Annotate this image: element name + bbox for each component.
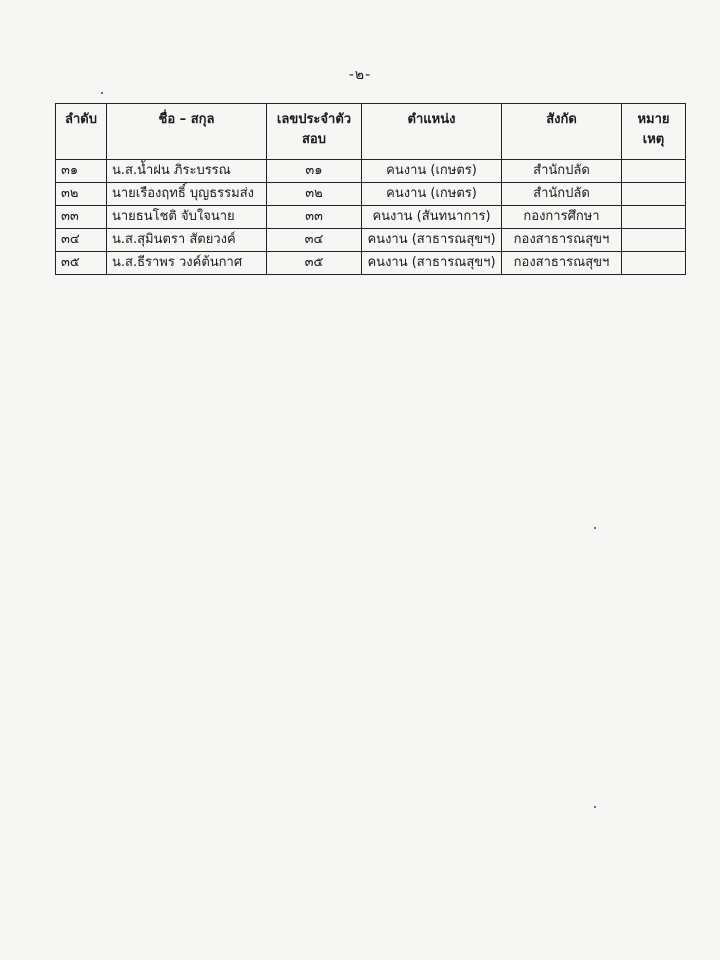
scan-speck: [594, 806, 596, 808]
cell-no: ๓๕: [56, 252, 107, 275]
header-remark-line1: หมาย: [637, 112, 670, 127]
header-remark: [622, 104, 686, 160]
cell-department: สำนักปลัด: [502, 183, 622, 206]
header-no: ลำดับ: [56, 104, 107, 160]
table-row: [56, 252, 686, 275]
cell-exam-id: ๓๔: [267, 229, 362, 252]
cell-no: ๓๒: [56, 183, 107, 206]
cell-remark: [622, 206, 686, 229]
cell-department: กองสาธารณสุขฯ: [502, 252, 622, 275]
cell-remark: [622, 252, 686, 275]
cell-remark: [622, 229, 686, 252]
header-name: ชื่อ – สกุล: [107, 104, 267, 160]
candidate-table: [55, 103, 686, 275]
cell-no: ๓๓: [56, 206, 107, 229]
cell-department: กองการศึกษา: [502, 206, 622, 229]
cell-exam-id: ๓๑: [267, 160, 362, 183]
table-row: [56, 183, 686, 206]
cell-exam-id: ๓๕: [267, 252, 362, 275]
table-row: [56, 229, 686, 252]
cell-no: ๓๑: [56, 160, 107, 183]
header-exam-id: [267, 104, 362, 160]
header-department: สังกัด: [502, 104, 622, 160]
cell-name: น.ส.สุมินตรา สัตยวงค์: [107, 229, 267, 252]
cell-position: คนงาน (สันทนาการ): [362, 206, 502, 229]
cell-exam-id: ๓๒: [267, 183, 362, 206]
cell-position: คนงาน (สาธารณสุขฯ): [362, 229, 502, 252]
table-header-row: [56, 104, 686, 160]
header-exam-id-line2: สอบ: [302, 132, 326, 147]
cell-name: น.ส.น้ำฝน ภิระบรรณ: [107, 160, 267, 183]
cell-name: น.ส.ธีราพร วงค์ต้นกาศ: [107, 252, 267, 275]
cell-department: สำนักปลัด: [502, 160, 622, 183]
cell-department: กองสาธารณสุขฯ: [502, 229, 622, 252]
header-exam-id-line1: เลขประจำตัว: [276, 112, 352, 127]
cell-position: คนงาน (เกษตร): [362, 160, 502, 183]
cell-remark: [622, 183, 686, 206]
cell-remark: [622, 160, 686, 183]
scan-speck: [594, 527, 596, 529]
scan-speck: [101, 92, 103, 94]
table-row: [56, 160, 686, 183]
page-number: -๒-: [348, 67, 372, 83]
cell-position: คนงาน (สาธารณสุขฯ): [362, 252, 502, 275]
cell-no: ๓๔: [56, 229, 107, 252]
cell-name: นายธนโชติ จับใจนาย: [107, 206, 267, 229]
table-row: [56, 206, 686, 229]
header-position: ตำแหน่ง: [362, 104, 502, 160]
cell-name: นายเรืองฤทธิ์ บุญธรรมส่ง: [107, 183, 267, 206]
cell-position: คนงาน (เกษตร): [362, 183, 502, 206]
cell-exam-id: ๓๓: [267, 206, 362, 229]
header-remark-line2: เหตุ: [642, 132, 665, 147]
